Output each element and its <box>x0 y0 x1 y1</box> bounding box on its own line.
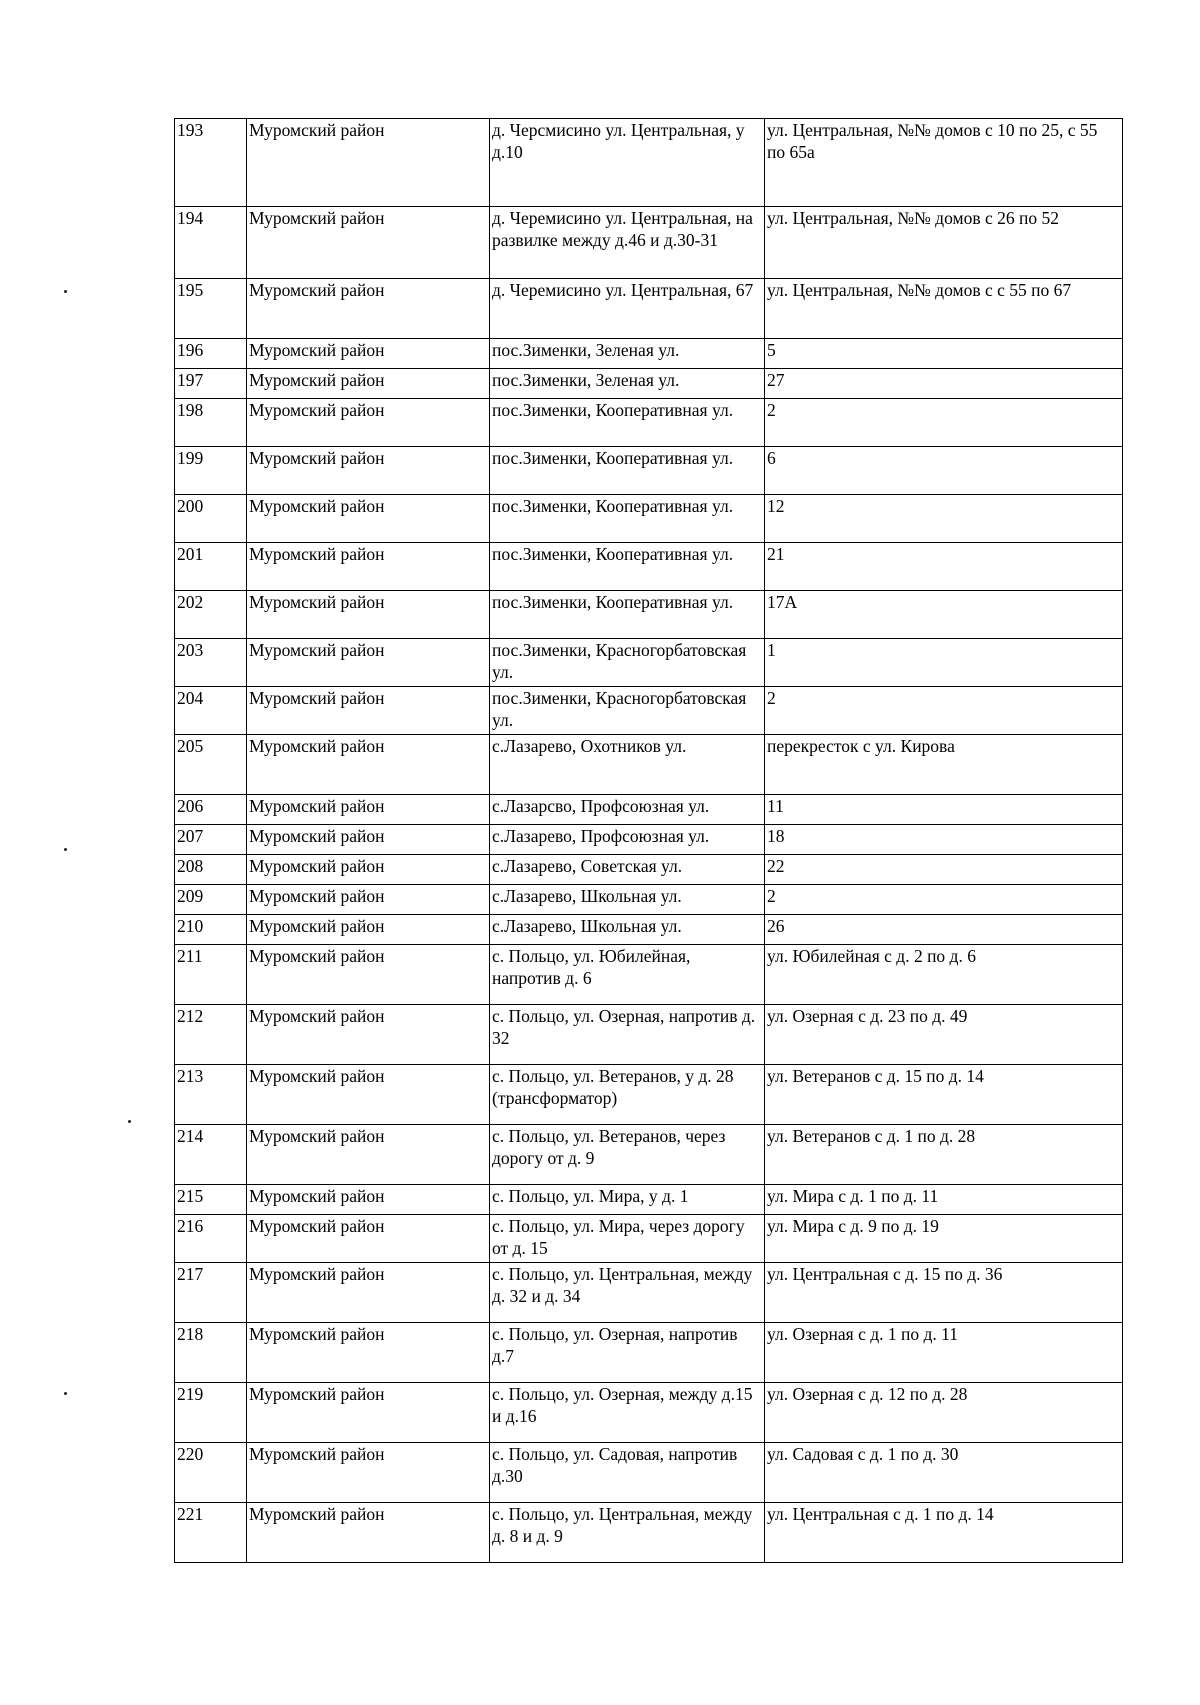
table-row <box>175 1005 1123 1065</box>
table-row <box>175 1383 1123 1443</box>
district-name: Муромский район <box>247 1125 490 1185</box>
table-row <box>175 207 1123 279</box>
served-houses: ул. Центральная, №№ домов с с 55 по 67 <box>765 279 1123 339</box>
served-houses: 2 <box>765 885 1123 915</box>
row-number: 214 <box>175 1125 247 1185</box>
registry-table <box>174 118 1123 1563</box>
location-address: с.Лазарево, Охотников ул. <box>490 735 765 795</box>
location-address: с.Лазарево, Профсоюзная ул. <box>490 825 765 855</box>
table-row <box>175 639 1123 687</box>
district-name: Муромский район <box>247 1065 490 1125</box>
table-row <box>175 1443 1123 1503</box>
table-row <box>175 1263 1123 1323</box>
served-houses: 18 <box>765 825 1123 855</box>
district-name: Муромский район <box>247 207 490 279</box>
district-name: Муромский район <box>247 1383 490 1443</box>
table-row <box>175 855 1123 885</box>
table-row <box>175 543 1123 591</box>
district-name: Муромский район <box>247 279 490 339</box>
location-address: с. Польцо, ул. Мира, у д. 1 <box>490 1185 765 1215</box>
district-name: Муромский район <box>247 1185 490 1215</box>
scan-speck <box>128 1120 131 1123</box>
served-houses: 27 <box>765 369 1123 399</box>
row-number: 205 <box>175 735 247 795</box>
district-name: Муромский район <box>247 735 490 795</box>
table-row <box>175 1185 1123 1215</box>
served-houses: 12 <box>765 495 1123 543</box>
location-address: с. Польцо, ул. Ветеранов, через дорогу от д. 9 <box>490 1125 765 1185</box>
table-row <box>175 1323 1123 1383</box>
district-name: Муромский район <box>247 369 490 399</box>
row-number: 199 <box>175 447 247 495</box>
district-name: Муромский район <box>247 495 490 543</box>
location-address: с. Польцо, ул. Садовая, напротив д.30 <box>490 1443 765 1503</box>
served-houses: 17А <box>765 591 1123 639</box>
table-row <box>175 279 1123 339</box>
district-name: Муромский район <box>247 1005 490 1065</box>
row-number: 198 <box>175 399 247 447</box>
location-address: с. Польцо, ул. Озерная, напротив д. 32 <box>490 1005 765 1065</box>
location-address: пос.Зименки, Кооперативная ул. <box>490 591 765 639</box>
row-number: 211 <box>175 945 247 1005</box>
location-address: с.Лазарево, Школьная ул. <box>490 915 765 945</box>
table-row <box>175 915 1123 945</box>
district-name: Муромский район <box>247 855 490 885</box>
served-houses: 26 <box>765 915 1123 945</box>
table-row <box>175 339 1123 369</box>
district-name: Муромский район <box>247 1263 490 1323</box>
district-name: Муромский район <box>247 1443 490 1503</box>
table-row <box>175 399 1123 447</box>
table-row <box>175 119 1123 207</box>
scan-speck <box>64 848 67 851</box>
location-address: с. Польцо, ул. Центральная, между д. 8 и д. 9 <box>490 1503 765 1563</box>
row-number: 197 <box>175 369 247 399</box>
served-houses: 5 <box>765 339 1123 369</box>
district-name: Муромский район <box>247 639 490 687</box>
location-address: пос.Зименки, Зеленая ул. <box>490 369 765 399</box>
location-address: с. Польцо, ул. Юбилейная, напротив д. 6 <box>490 945 765 1005</box>
served-houses: ул. Ветеранов с д. 1 по д. 28 <box>765 1125 1123 1185</box>
row-number: 217 <box>175 1263 247 1323</box>
district-name: Муромский район <box>247 591 490 639</box>
district-name: Муромский район <box>247 825 490 855</box>
location-address: пос.Зименки, Красногорбатовская ул. <box>490 639 765 687</box>
row-number: 218 <box>175 1323 247 1383</box>
row-number: 194 <box>175 207 247 279</box>
row-number: 206 <box>175 795 247 825</box>
location-address: д. Черемисино ул. Центральная, на развилке между д.46 и д.30-31 <box>490 207 765 279</box>
row-number: 202 <box>175 591 247 639</box>
row-number: 213 <box>175 1065 247 1125</box>
served-houses: 22 <box>765 855 1123 885</box>
served-houses: ул. Юбилейная с д. 2 по д. 6 <box>765 945 1123 1005</box>
district-name: Муромский район <box>247 687 490 735</box>
location-address: д. Черсмисино ул. Центральная, у д.10 <box>490 119 765 207</box>
served-houses: ул. Центральная, №№ домов с 10 по 25, с 55 по 65а <box>765 119 1123 207</box>
location-address: с. Польцо, ул. Центральная, между д. 32 и д. 34 <box>490 1263 765 1323</box>
served-houses: 21 <box>765 543 1123 591</box>
row-number: 220 <box>175 1443 247 1503</box>
district-name: Муромский район <box>247 945 490 1005</box>
row-number: 195 <box>175 279 247 339</box>
table-row <box>175 1503 1123 1563</box>
served-houses: ул. Мира с д. 9 по д. 19 <box>765 1215 1123 1263</box>
location-address: с.Лазарево, Школьная ул. <box>490 885 765 915</box>
row-number: 216 <box>175 1215 247 1263</box>
location-address: пос.Зименки, Кооперативная ул. <box>490 495 765 543</box>
district-name: Муромский район <box>247 119 490 207</box>
district-name: Муромский район <box>247 1323 490 1383</box>
row-number: 196 <box>175 339 247 369</box>
location-address: с. Польцо, ул. Озерная, напротив д.7 <box>490 1323 765 1383</box>
district-name: Муромский район <box>247 339 490 369</box>
served-houses: ул. Озерная с д. 1 по д. 11 <box>765 1323 1123 1383</box>
location-address: с. Польцо, ул. Ветеранов, у д. 28 (трансформатор) <box>490 1065 765 1125</box>
served-houses: ул. Центральная с д. 15 по д. 36 <box>765 1263 1123 1323</box>
district-name: Муромский район <box>247 543 490 591</box>
row-number: 208 <box>175 855 247 885</box>
location-address: пос.Зименки, Кооперативная ул. <box>490 399 765 447</box>
district-name: Муромский район <box>247 447 490 495</box>
served-houses: 6 <box>765 447 1123 495</box>
table-row <box>175 1215 1123 1263</box>
table-row <box>175 1125 1123 1185</box>
row-number: 200 <box>175 495 247 543</box>
district-name: Муромский район <box>247 399 490 447</box>
table-row <box>175 447 1123 495</box>
table-row <box>175 825 1123 855</box>
served-houses: ул. Ветеранов с д. 15 по д. 14 <box>765 1065 1123 1125</box>
served-houses: ул. Садовая с д. 1 по д. 30 <box>765 1443 1123 1503</box>
table-row <box>175 591 1123 639</box>
location-address: с. Польцо, ул. Мира, через дорогу от д. 15 <box>490 1215 765 1263</box>
row-number: 201 <box>175 543 247 591</box>
district-name: Муромский район <box>247 1503 490 1563</box>
table-row <box>175 1065 1123 1125</box>
district-name: Муромский район <box>247 795 490 825</box>
served-houses: ул. Озерная с д. 23 по д. 49 <box>765 1005 1123 1065</box>
served-houses: 2 <box>765 687 1123 735</box>
row-number: 193 <box>175 119 247 207</box>
district-name: Муромский район <box>247 915 490 945</box>
row-number: 204 <box>175 687 247 735</box>
table-row <box>175 735 1123 795</box>
location-address: пос.Зименки, Красногорбатовская ул. <box>490 687 765 735</box>
registry-table-body <box>175 119 1123 1563</box>
location-address: д. Черемисино ул. Центральная, 67 <box>490 279 765 339</box>
table-row <box>175 795 1123 825</box>
location-address: пос.Зименки, Кооперативная ул. <box>490 447 765 495</box>
served-houses: ул. Озерная с д. 12 по д. 28 <box>765 1383 1123 1443</box>
row-number: 210 <box>175 915 247 945</box>
row-number: 219 <box>175 1383 247 1443</box>
row-number: 212 <box>175 1005 247 1065</box>
row-number: 215 <box>175 1185 247 1215</box>
row-number: 221 <box>175 1503 247 1563</box>
scan-speck <box>64 1392 67 1395</box>
table-row <box>175 495 1123 543</box>
table-row <box>175 369 1123 399</box>
table-row <box>175 687 1123 735</box>
district-name: Муромский район <box>247 885 490 915</box>
served-houses: 11 <box>765 795 1123 825</box>
row-number: 207 <box>175 825 247 855</box>
served-houses: ул. Центральная, №№ домов с 26 по 52 <box>765 207 1123 279</box>
district-name: Муромский район <box>247 1215 490 1263</box>
served-houses: 2 <box>765 399 1123 447</box>
location-address: пос.Зименки, Зеленая ул. <box>490 339 765 369</box>
location-address: с.Лазарсво, Профсоюзная ул. <box>490 795 765 825</box>
location-address: пос.Зименки, Кооперативная ул. <box>490 543 765 591</box>
served-houses: ул. Мира с д. 1 по д. 11 <box>765 1185 1123 1215</box>
row-number: 203 <box>175 639 247 687</box>
scan-speck <box>64 290 67 293</box>
table-row <box>175 945 1123 1005</box>
location-address: с. Польцо, ул. Озерная, между д.15 и д.16 <box>490 1383 765 1443</box>
served-houses: 1 <box>765 639 1123 687</box>
table-row <box>175 885 1123 915</box>
served-houses: перекресток с ул. Кирова <box>765 735 1123 795</box>
served-houses: ул. Центральная с д. 1 по д. 14 <box>765 1503 1123 1563</box>
row-number: 209 <box>175 885 247 915</box>
location-address: с.Лазарево, Советская ул. <box>490 855 765 885</box>
